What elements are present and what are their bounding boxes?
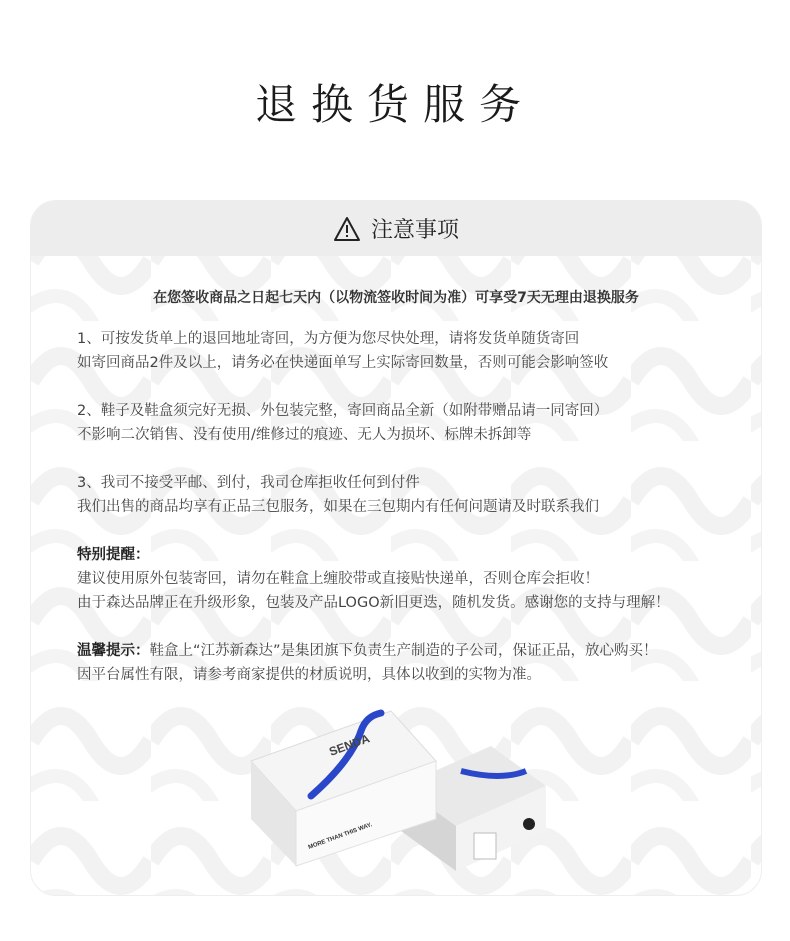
- warm-tips-label: 温馨提示：: [77, 643, 150, 659]
- item-2-line-2: 不影响二次销售、没有使用/维修过的痕迹、无人为损坏、标牌未拆卸等: [77, 427, 532, 443]
- warm-tips: [77, 639, 658, 687]
- item-1-line-2: 如寄回商品2件及以上，请务必在快递面单写上实际寄回数量，否则可能会影响签收: [77, 355, 609, 371]
- notice-header: [31, 201, 761, 256]
- notice-card: [30, 200, 762, 896]
- item-2-line-1: 2、鞋子及鞋盒须完好无损、外包装完整，寄回商品全新（如附带赠品请一同寄回）: [77, 403, 609, 419]
- notice-title: 注意事项: [370, 218, 459, 243]
- notice-item-3: [77, 471, 599, 519]
- tips-line-2: 因平台属性有限，请参考商家提供的材质说明，具体以收到的实物为准。: [77, 667, 541, 683]
- item-3-line-1: 3、我司不接受平邮、到付，我司仓库拒收任何到付件: [77, 475, 420, 491]
- notice-intro: 在您签收商品之日起七天内（以物流签收时间为准）可享受7天无理由退换服务: [153, 290, 639, 306]
- shoebox-image: [241, 701, 561, 881]
- special-reminder: [77, 543, 670, 615]
- page-title: 退换货服务: [254, 80, 535, 129]
- warning-icon: [333, 216, 361, 242]
- special-line-1: 建议使用原外包装寄回，请勿在鞋盒上缠胶带或直接贴快递单，否则仓库会拒收！: [77, 571, 599, 587]
- tips-line-1: 鞋盒上“江苏新森达”是集团旗下负责生产制造的子公司，保证正品，放心购买！: [149, 643, 658, 659]
- shoebox-slogan: MORE THAN THIS WAY.: [307, 822, 374, 851]
- item-3-line-2: 我们出售的商品均享有正品三包服务，如果在三包期内有任何问题请及时联系我们: [77, 499, 599, 515]
- notice-item-1: [77, 327, 608, 375]
- special-reminder-label: 特别提醒：: [77, 547, 150, 563]
- notice-item-2: [77, 399, 608, 447]
- item-1-line-1: 1、可按发货单上的退回地址寄回，为方便为您尽快处理，请将发货单随货寄回: [77, 331, 580, 347]
- special-line-2: 由于森达品牌正在升级形象，包装及产品LOGO新旧更迭，随机发货。感谢您的支持与理解！: [77, 595, 670, 611]
- shoebox-brand-text: SENDA: [327, 731, 372, 759]
